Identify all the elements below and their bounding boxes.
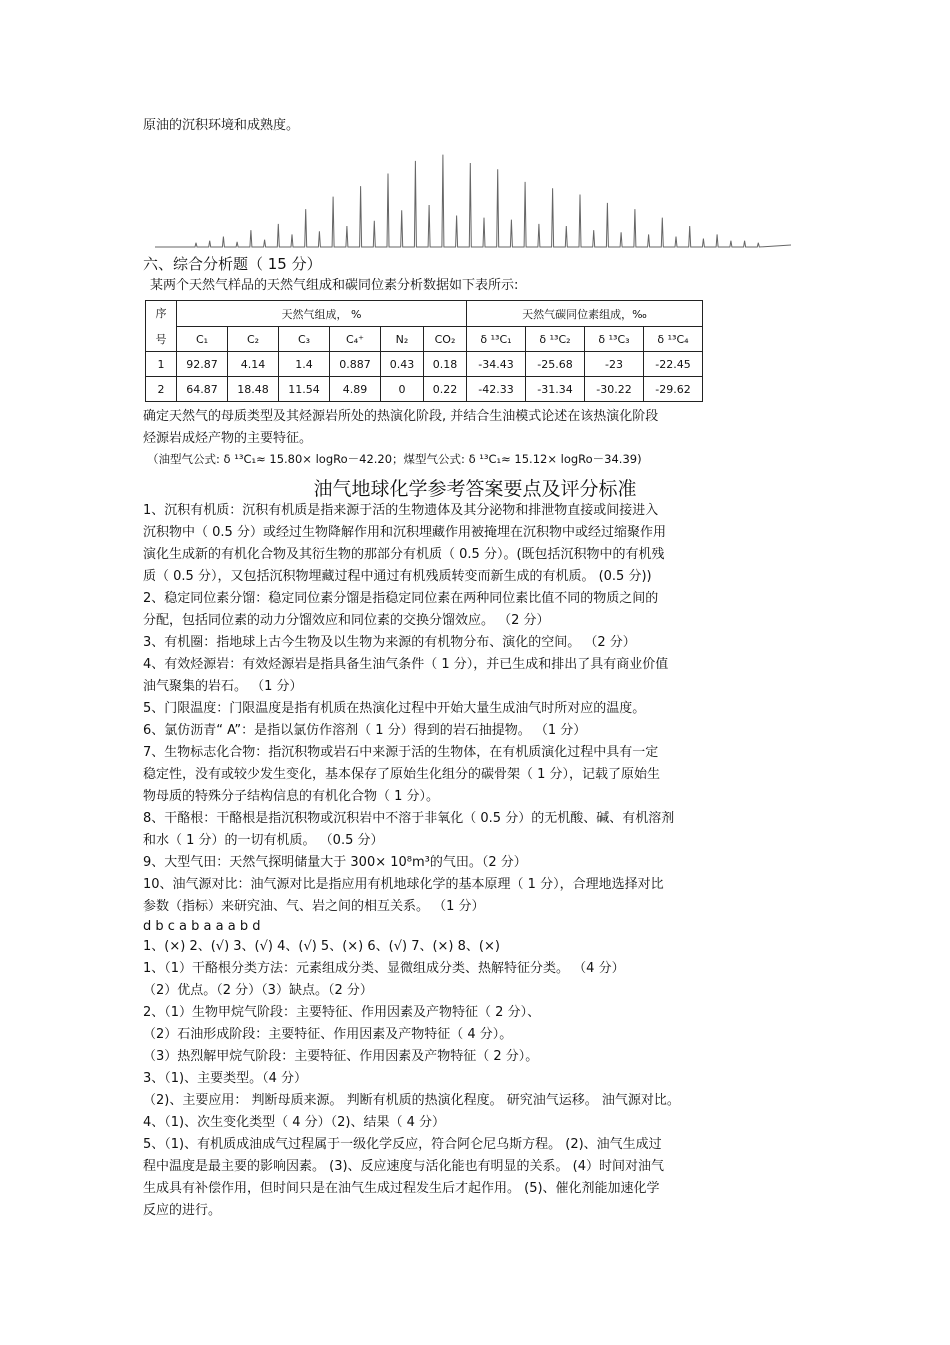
- answer-line: （2）优点。（2 分）（3）缺点。（2 分）: [143, 983, 373, 998]
- answer-line: 10、油气源对比：油气源对比是指应用有机地球化学的基本原理（ 1 分），合理地选择对比: [143, 877, 664, 892]
- answer-line: 反应的进行。: [143, 1203, 222, 1218]
- col-d13c1: δ ¹³C₁: [467, 327, 526, 352]
- col-c4plus: C₄⁺: [330, 327, 381, 352]
- answer-line: （2)、主要应用： 判断母质来源。 判断有机质的热演化程度。 研究油气运移。 油气源对比。: [143, 1093, 680, 1108]
- answer-line: 3、有机圈：指地球上古今生物及以生物为来源的有机物分布、演化的空间。 （2 分）: [143, 635, 636, 650]
- answer-line: d b c a b a a a b d: [143, 919, 261, 934]
- answer-line: 2、稳定同位素分馏：稳定同位素分馏是指稳定同位素在两种同位素比值不同的物质之间的: [143, 591, 659, 606]
- chromatogram-trace: [155, 155, 791, 247]
- gas-composition-table: [145, 300, 703, 402]
- formula-note: （油型气公式: δ ¹³C₁≈ 15.80× logRo－42.20；煤型气公式: δ ¹³C₁≈ 15.12× logRo－34.39): [147, 452, 642, 466]
- col-c2: C₂: [228, 327, 279, 352]
- answer-line: 演化生成新的有机化合物及其衍生物的那部分有机质（ 0.5 分）。(既包括沉积物中的有机残: [143, 547, 665, 562]
- col-c3: C₃: [279, 327, 330, 352]
- answer-line: 沉积物中（ 0.5 分）或经过生物降解作用和沉积埋藏作用被掩埋在沉积物中或经过缩聚作用: [143, 525, 666, 540]
- question-text-b: 烃源岩成烃产物的主要特征。: [143, 431, 313, 446]
- answer-line: 质（ 0.5 分），又包括沉积物埋藏过程中通过有机残质转变而新生成的有机质。 (0.5 分)): [143, 569, 652, 584]
- header-isotope: 天然气碳同位素组成，‰: [467, 301, 703, 327]
- answer-line: 油气聚集的岩石。 （1 分）: [143, 679, 303, 694]
- col-d13c2: δ ¹³C₂: [526, 327, 585, 352]
- gas-chromatogram: [155, 135, 795, 253]
- answer-line: 参数（指标）来研究油、气、岩之间的相互关系。 （1 分）: [143, 899, 485, 914]
- answer-line: 6、氯仿沥青“ A”：是指以氯仿作溶剂（ 1 分）得到的岩石抽提物。 （1 分）: [143, 723, 587, 738]
- section6-intro: 某两个天然气样品的天然气组成和碳同位素分析数据如下表所示:: [150, 278, 519, 293]
- answer-line: 生成具有补偿作用，但时间只是在油气生成过程发生后才起作用。 (5)、催化剂能加速化学: [143, 1181, 660, 1196]
- answer-line: 2、（1）生物甲烷气阶段：主要特征、作用因素及产物特征（ 2 分）、: [143, 1005, 541, 1020]
- intro-line: 原油的沉积环境和成熟度。: [143, 118, 300, 133]
- table-row: 2 64.87 18.48 11.54 4.89 0 0.22 -42.33 -31.34 -30.22 -29.62: [146, 377, 703, 402]
- answers-title: 油气地球化学参考答案要点及评分标准: [313, 478, 637, 500]
- answer-line: 程中温度是最主要的影响因素。 (3)、反应速度与活化能也有明显的关系。 (4）时间对油气: [143, 1159, 665, 1174]
- header-no: 序 号: [146, 301, 177, 352]
- col-d13c3: δ ¹³C₃: [585, 327, 644, 352]
- answer-line: 1、沉积有机质：沉积有机质是指来源于活的生物遗体及其分泌物和排泄物直接或间接进入: [143, 503, 659, 518]
- section6-heading: 六、综合分析题（ 15 分）: [143, 255, 322, 273]
- answer-line: 8、干酪根：干酪根是指沉积物或沉积岩中不溶于非氧化（ 0.5 分）的无机酸、碱、有机溶剂: [143, 811, 675, 826]
- table-row: 1 92.87 4.14 1.4 0.887 0.43 0.18 -34.43 -25.68 -23 -22.45: [146, 352, 703, 377]
- col-n2: N₂: [381, 327, 424, 352]
- answer-line: 和水（ 1 分）的一切有机质。 （0.5 分）: [143, 833, 384, 848]
- answer-line: （2）石油形成阶段：主要特征、作用因素及产物特征（ 4 分）。: [143, 1027, 513, 1042]
- answer-line: 稳定性，没有或较少发生变化，基本保存了原始生化组分的碳骨架（ 1 分），记载了原始生: [143, 767, 661, 782]
- answer-line: 3、（1)、主要类型。（4 分）: [143, 1071, 308, 1086]
- answer-line: 分配，包括同位素的动力分馏效应和同位素的交换分馏效应。 （2 分）: [143, 613, 550, 628]
- answer-line: 9、大型气田：天然气探明储量大于 300× 10⁸m³的气田。（2 分）: [143, 855, 527, 870]
- col-c1: C₁: [177, 327, 228, 352]
- col-co2: CO₂: [424, 327, 467, 352]
- answer-line: 5、（1)、有机质成油成气过程属于一级化学反应，符合阿仑尼乌斯方程。 (2)、油气生成过: [143, 1137, 662, 1152]
- col-d13c4: δ ¹³C₄: [644, 327, 703, 352]
- answer-line: 7、生物标志化合物：指沉积物或岩石中来源于活的生物体，在有机质演化过程中具有一定: [143, 745, 659, 760]
- answer-line: （3）热烈解甲烷气阶段：主要特征、作用因素及产物特征（ 2 分）。: [143, 1049, 539, 1064]
- answer-line: 4、有效烃源岩：有效烃源岩是指具备生油气条件（ 1 分），并已生成和排出了具有商业价值: [143, 657, 669, 672]
- question-text-a: 确定天然气的母质类型及其烃源岩所处的热演化阶段, 并结合生油模式论述在该热演化阶段: [143, 409, 659, 424]
- answer-line: 物母质的特殊分子结构信息的有机化合物（ 1 分）。: [143, 789, 440, 804]
- answer-line: 1、（1）干酪根分类方法：元素组成分类、显微组成分类、热解特征分类。 （4 分）: [143, 961, 625, 976]
- header-composition: 天然气组成， %: [177, 301, 467, 327]
- answer-line: 5、门限温度：门限温度是指有机质在热演化过程中开始大量生成油气时所对应的温度。: [143, 701, 646, 716]
- answer-line: 4、（1)、次生变化类型（ 4 分）（2)、结果（ 4 分）: [143, 1115, 446, 1130]
- answer-line: 1、(×) 2、(√) 3、(√) 4、(√) 5、(×) 6、(√) 7、(×) 8、(×): [143, 939, 500, 954]
